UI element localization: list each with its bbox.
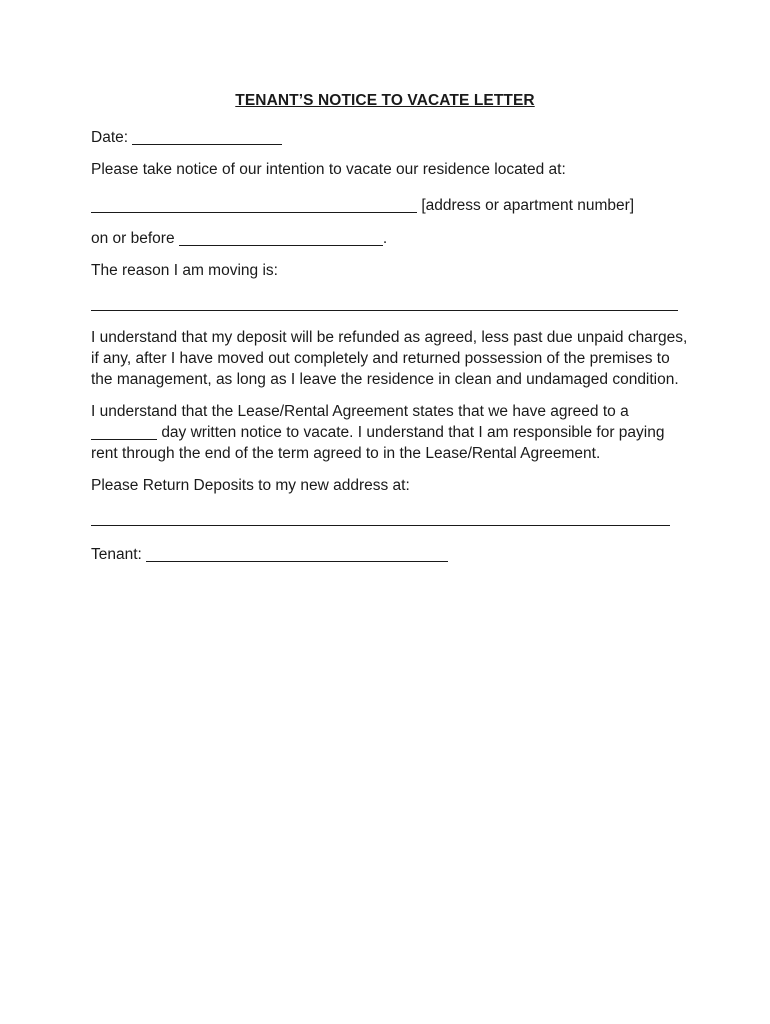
date-label: Date:: [91, 129, 129, 146]
notice-days-field[interactable]: [91, 425, 157, 440]
deposit-line: if any, after I have moved out completely and returned possession of the premises to: [91, 350, 670, 367]
return-deposits-label: Please Return Deposits to my new address at:: [91, 477, 410, 494]
deposit-paragraph: [91, 327, 686, 390]
date-line: [91, 127, 282, 147]
lease-line: I understand that the Lease/Rental Agreement states that we have agreed to a: [91, 403, 629, 420]
deposit-line: I understand that my deposit will be refunded as agreed, less past due unpaid charges,: [91, 329, 688, 346]
move-date-field[interactable]: [179, 231, 383, 246]
lease-paragraph: [91, 401, 686, 464]
intro-text: Please take notice of our intention to vacate our residence located at:: [91, 161, 566, 178]
tenant-signature-field[interactable]: [146, 547, 448, 562]
tenant-label: Tenant:: [91, 546, 142, 563]
lease-line: rent through the end of the term agreed to in the Lease/Rental Agreement.: [91, 445, 601, 462]
deposit-line: the management, as long as I leave the residence in clean and undamaged condition.: [91, 371, 679, 388]
address-hint: [address or apartment number]: [421, 197, 635, 214]
tenant-line: [91, 544, 448, 564]
date-field[interactable]: [132, 130, 282, 145]
document-title: TENANT’S NOTICE TO VACATE LETTER: [235, 92, 535, 109]
lease-line: [91, 422, 686, 443]
move-date-period: .: [382, 230, 388, 247]
lease-line-text: day written notice to vacate. I understand that I am responsible for paying: [161, 424, 665, 441]
reason-field[interactable]: [91, 310, 678, 311]
new-address-field[interactable]: [91, 525, 670, 526]
address-field[interactable]: [91, 198, 417, 213]
move-date-line: [91, 228, 387, 248]
address-line: [91, 195, 634, 215]
reason-label: The reason I am moving is:: [91, 262, 278, 279]
on-or-before-label: on or before: [91, 230, 175, 247]
